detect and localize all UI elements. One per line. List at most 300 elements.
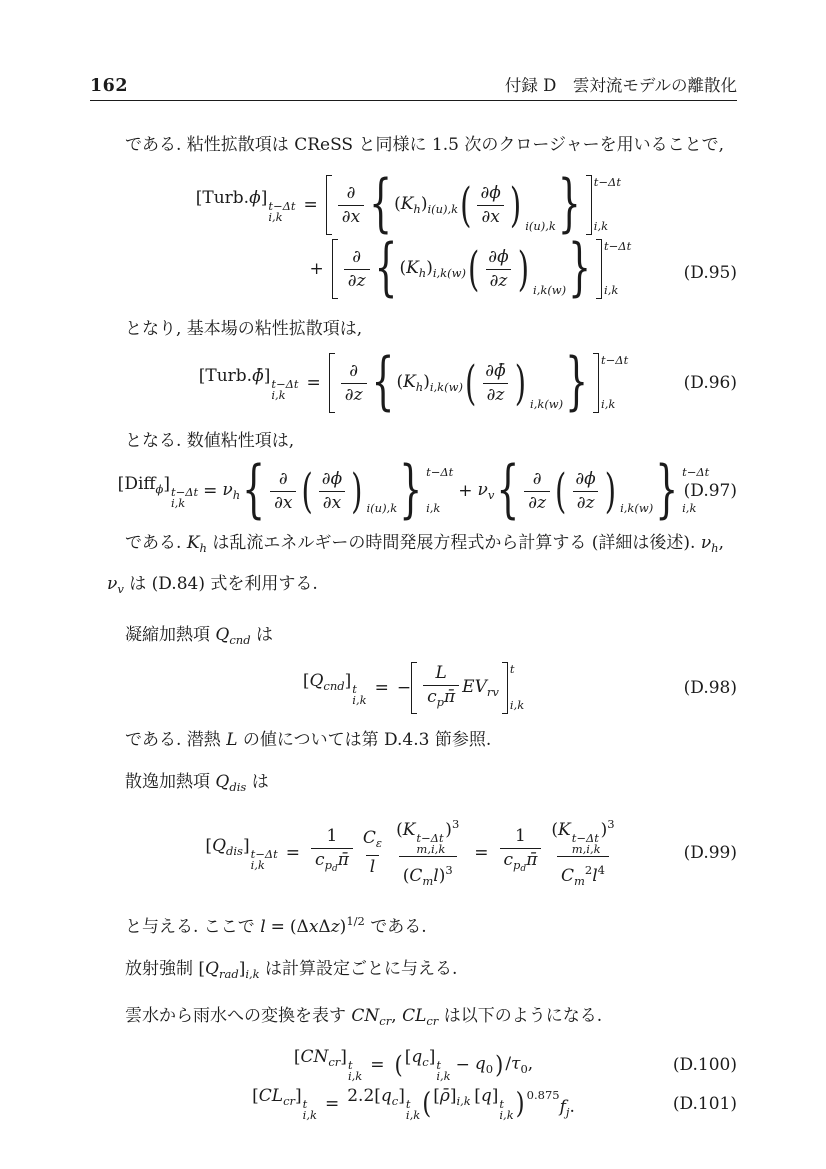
tok-sym-ikw: i,k(w): [530, 397, 564, 411]
fraction-dphi-dx: [476, 182, 504, 229]
tok-sym-lp: (: [399, 258, 407, 278]
fraction-dphi-dz: [571, 468, 599, 515]
tok-sym-Q: Q: [212, 835, 226, 856]
tok-sym-q: q: [380, 1086, 392, 1106]
tok-sym-h: h: [232, 488, 241, 502]
tok-sym-cnd: cnd: [323, 678, 345, 693]
fraction-d-dx: [338, 182, 364, 229]
tok-sym-plus: +: [458, 481, 473, 501]
tok-sym-CL: CL: [402, 1006, 427, 1026]
tok-sym-four: 4: [597, 863, 605, 877]
tok-sym-phi: ϕ: [155, 481, 164, 496]
paragraph-4: [90, 525, 737, 607]
tok-sym-lp: (: [551, 820, 559, 840]
tok-sym-l: l: [369, 857, 376, 877]
tok-sym-iuk: i(u),k: [525, 219, 556, 233]
tok-sym-K: K: [406, 258, 419, 278]
equation-d100: $[CN_{cr}]$ t i,k = ( $[q_c]$ t i,k − $q_0$ ) $/\tau_0$, (D.100): [293, 1047, 737, 1083]
tok-sym-eq: =: [306, 373, 321, 393]
running-head-title: 付録 D 雲対流モデルの離散化: [504, 76, 737, 95]
tok-text-p2: となり, 基本場の粘性拡散項は,: [125, 319, 363, 339]
tok-sym-ik: i,k: [499, 1108, 514, 1122]
eq101-lhs: [252, 1086, 317, 1121]
paragraph-7: [90, 764, 737, 805]
tok-sym-CN: CN: [351, 1006, 380, 1026]
tok-sym-partial: ∂: [480, 182, 490, 203]
tok-sym-partial: ∂: [278, 468, 288, 489]
tok-sym-lb: [: [205, 835, 213, 856]
tok-text-p4d: は (D.84) 式を利用する.: [123, 574, 318, 594]
tok-sym-lb: [: [195, 187, 203, 208]
tok-sym-cr: cr: [379, 1014, 392, 1028]
tok-sym-Delta: Δ: [318, 917, 331, 937]
tok-sym-t: t: [436, 1058, 441, 1072]
tok-sym-rad: rad: [218, 967, 239, 981]
tok-sym-p: p: [436, 695, 444, 709]
tok-sym-turb: Turb.: [202, 187, 250, 208]
tok-text-p4c: ,: [718, 533, 724, 553]
tok-sym-eq: =: [324, 1093, 340, 1114]
tok-sym-one: 1: [515, 826, 526, 846]
tok-sym-partial: ∂: [532, 468, 542, 489]
tok-sym-lb: [: [404, 1047, 412, 1067]
tok-sym-m: m: [422, 874, 434, 888]
tok-sym-rb: ]: [344, 670, 352, 691]
tok-sym-period: .: [569, 1097, 575, 1117]
tok-sym-cr: cr: [283, 1094, 296, 1108]
tok-sym-lb: [: [374, 1086, 381, 1106]
tok-sym-minus: −: [455, 1054, 470, 1075]
tok-sym-z: z: [330, 917, 340, 937]
tok-sym-tdt: t−Δt: [170, 484, 199, 499]
fraction-K3-Cml3: [392, 811, 463, 895]
tok-sym-lb: [: [117, 473, 125, 494]
tok-sym-coef: 2.2: [347, 1086, 375, 1106]
tok-sym-ik: i,k: [426, 501, 441, 515]
tok-sym-rb: ]: [163, 473, 170, 494]
tok-sym-h: h: [711, 541, 719, 555]
eq97-term-2: { $\frac{\partial}{\partial z}$ ( $\frac{\partial\phi}{\partial z}$ ) i,k(w) } t−Δt i,k: [496, 454, 710, 526]
fraction-dphibar-dz: [481, 360, 509, 407]
tok-sym-rb: ]: [263, 365, 271, 386]
paragraph-6: [90, 722, 737, 758]
tok-sym-partial: ∂: [576, 492, 586, 513]
fraction-d-dx: [270, 468, 296, 515]
tok-sym-c: c: [503, 850, 514, 870]
tok-sym-ikw: i,k(w): [620, 501, 654, 515]
tok-sym-ik: i,k: [302, 1108, 317, 1122]
tok-sym-c: c: [315, 850, 325, 870]
fraction-d-dz: [344, 246, 370, 293]
tok-sym-partial: ∂: [346, 182, 356, 203]
equation-number: (D.99): [683, 843, 737, 863]
fraction-L-cppi: [423, 662, 459, 714]
tok-sym-Delta: Δ: [296, 917, 309, 937]
tok-sym-phi: ϕ: [330, 468, 343, 489]
tok-text-p6b: の値については第 D.4.3 節参照.: [237, 730, 492, 750]
tok-sym-nu: ν: [477, 480, 488, 500]
paragraph-1: [90, 127, 737, 163]
tok-sym-m: m: [573, 874, 585, 888]
tok-sym-tdt: t−Δt: [571, 831, 599, 845]
tok-sym-Q: Q: [215, 625, 230, 645]
tok-sym-ik: i,k: [268, 209, 283, 224]
tok-sym-rp: ): [600, 820, 608, 840]
tok-text-p6a: である. 潜熱: [125, 730, 227, 750]
tok-sym-ik: i,k: [352, 692, 367, 707]
tok-sym-q: q: [474, 1053, 486, 1074]
left-square-bracket: [326, 175, 332, 235]
tok-sym-v: v: [487, 488, 495, 502]
tok-sym-cr: cr: [328, 1055, 341, 1069]
page-header: [90, 72, 737, 101]
document-page: [90, 0, 737, 1121]
tok-sym-x: x: [331, 492, 342, 513]
tok-text-p9a: 放射強制: [125, 959, 199, 979]
tok-sym-lp: (: [396, 820, 403, 840]
tok-sym-partial: ∂: [481, 206, 491, 227]
tok-sym-ik: i,k: [436, 1069, 451, 1083]
equation-d98: [90, 662, 737, 714]
tok-sym-lb: [: [302, 670, 310, 691]
tok-sym-z: z: [495, 384, 505, 405]
equation-number: (D.97): [683, 481, 737, 501]
eq97-lhs: [118, 474, 198, 509]
tok-sym-phi: ϕ: [584, 468, 596, 489]
tok-sym-t: t: [509, 662, 515, 676]
tok-sym-ik: i,k: [601, 397, 616, 411]
tok-sym-C: C: [409, 866, 423, 886]
tok-sym-K: K: [400, 194, 414, 214]
tok-sym-partial: ∂: [528, 492, 538, 513]
fraction-one-cpdpi: [311, 825, 353, 881]
tok-sym-ik: i,k: [593, 219, 609, 233]
tok-sym-j: j: [565, 1105, 570, 1119]
equation-d96: [90, 346, 737, 418]
eq98-lhs: [303, 671, 367, 706]
tok-sym-half: 1/2: [346, 914, 365, 928]
tok-sym-t: t: [405, 1097, 411, 1111]
tok-text-p3: となる. 数値粘性項は,: [125, 431, 295, 451]
equation-d97: [90, 454, 737, 526]
equation-d99: [90, 811, 737, 895]
tok-sym-zero: 0: [485, 1061, 494, 1076]
tok-sym-ik: i,k: [405, 1108, 421, 1122]
fraction-one-cpdpi-2: [500, 825, 542, 881]
tok-sym-q: q: [480, 1086, 492, 1106]
tok-sym-Q: Q: [309, 670, 324, 691]
tok-text-p10b: ,: [391, 1006, 403, 1026]
tok-sym-f: f: [559, 1097, 566, 1117]
eq95-lhs: [196, 188, 296, 223]
tok-sym-eq: =: [285, 843, 301, 863]
tok-sym-rb: ]: [238, 959, 246, 979]
tok-text-p5a: 凝縮加熱項: [125, 625, 216, 645]
tok-sym-K: K: [186, 533, 200, 553]
tok-sym-partial: ∂: [488, 246, 498, 267]
tok-sym-h: h: [413, 202, 421, 216]
tok-sym-q: q: [411, 1047, 423, 1067]
tok-sym-CN: CN: [300, 1047, 329, 1067]
eq97-term-1: { $\frac{\partial}{\partial x}$ ( $\frac{\partial\phi}{\partial x}$ ) i(u),k } t−Δt i,k: [242, 454, 454, 526]
tok-sym-iuk: i(u),k: [366, 501, 398, 515]
tok-sym-cnd: cnd: [229, 633, 251, 647]
tok-sym-mik: m,i,k: [416, 842, 446, 856]
tok-text-p8a: と与える. ここで: [125, 917, 261, 937]
eq96-rhs: $\frac{\partial}{\partial z}$ { $(K_h)_{i,k(w)}$ ( $\frac{\partial\phī}{\partial z}$ ) i,k(w) } t−Δt i,k: [329, 353, 628, 413]
tok-sym-ik: i,k: [347, 1069, 363, 1083]
tok-sym-l: l: [433, 866, 439, 886]
tok-sym-ik: i,k: [604, 283, 619, 297]
tok-sym-rp: ): [423, 372, 430, 392]
tok-sym-ik: i,k: [456, 1094, 471, 1108]
tok-sym-lb: [: [198, 365, 206, 386]
tok-sym-partial: ∂: [274, 492, 283, 513]
tok-sym-C: C: [560, 866, 574, 886]
tok-sym-rb: ]: [340, 1047, 347, 1067]
tok-sym-z: z: [498, 270, 508, 291]
tok-sym-nu: ν: [107, 574, 118, 594]
equation-number: (D.96): [683, 373, 737, 393]
tok-sym-three: 3: [445, 863, 453, 877]
tok-sym-z: z: [356, 270, 366, 291]
tok-sym-Q: Q: [215, 772, 230, 792]
tok-sym-eq: =: [370, 1054, 385, 1075]
tok-sym-partial: ∂: [352, 246, 362, 267]
tok-sym-three: 3: [607, 817, 615, 831]
tok-sym-nu: ν: [222, 480, 233, 500]
tok-sym-rp: ): [438, 866, 446, 886]
tok-sym-rv: rv: [486, 685, 499, 699]
tok-sym-l: l: [260, 917, 266, 937]
tok-sym-c: c: [422, 1055, 429, 1069]
tok-sym-rp: ): [420, 194, 428, 214]
fraction-d-dz: [524, 468, 550, 515]
tok-sym-ik: i,k: [509, 698, 525, 712]
tok-sym-eps: ε: [375, 836, 383, 850]
tok-text-p1: である. 粘性拡散項は CReSS と同様に 1.5 次のクロージャーを用いることで,: [125, 135, 725, 155]
tok-sym-tdt: t−Δt: [250, 846, 278, 861]
tok-sym-lb: [: [293, 1047, 301, 1067]
tok-text-p7a: 散逸加熱項: [125, 772, 216, 792]
tok-sym-l: l: [592, 866, 598, 886]
tok-sym-partial: ∂: [341, 206, 351, 227]
tok-text-p9b: は計算設定ごとに与える.: [259, 959, 458, 979]
tok-sym-lb: [: [252, 1086, 259, 1106]
tok-sym-ik: i,k: [245, 967, 260, 981]
tok-sym-z: z: [353, 384, 363, 405]
equation-d95: [90, 168, 737, 304]
tok-sym-rb: ]: [260, 187, 268, 208]
tok-sym-rb: ]: [449, 1086, 457, 1106]
tok-sym-tdt: t−Δt: [593, 175, 621, 189]
fraction-Ceps-l: [359, 827, 386, 879]
tok-sym-rb: ]: [491, 1086, 499, 1106]
tok-text-p5b: は: [250, 625, 273, 645]
left-square-bracket: [411, 662, 417, 714]
fraction-d-dz: [341, 360, 367, 407]
equation-number: (D.98): [683, 678, 737, 698]
tok-sym-lb: [: [433, 1086, 440, 1106]
tok-text-p7b: は: [246, 772, 269, 792]
tok-sym-pibar: π̄: [337, 850, 349, 870]
tok-sym-x: x: [490, 206, 500, 227]
tok-sym-z: z: [537, 492, 547, 513]
tok-sym-tdt: t−Δt: [268, 198, 296, 213]
tok-sym-L: L: [226, 730, 238, 750]
tok-sym-Q: Q: [205, 959, 219, 979]
tok-sym-pibar: π̄: [526, 850, 538, 870]
tok-sym-phi: ϕ: [497, 246, 509, 267]
tok-sym-plus: +: [309, 259, 324, 279]
tok-sym-ikw: i,k(w): [533, 283, 567, 297]
tok-sym-partial: ∂: [347, 270, 357, 291]
equation-d101: $[CL_{cr}]$ t i,k = $2.2[q_c]$ t i,k ( $[\rhō]_{i,k}$ [q] t i,k ) $^{0.875}f_j$. (D.101): [252, 1086, 737, 1122]
tok-sym-c: c: [427, 687, 437, 707]
tok-sym-K: K: [402, 820, 416, 840]
tok-sym-phi: ϕ: [489, 182, 501, 203]
tok-sym-L: L: [435, 663, 447, 683]
tok-sym-nu: ν: [700, 533, 712, 553]
page-number: 162: [90, 76, 129, 96]
eq99-lhs: [205, 836, 277, 871]
tok-sym-rb: ]: [428, 1047, 436, 1067]
tok-sym-ik: i,k: [271, 387, 286, 402]
tok-sym-t: t: [302, 1097, 308, 1111]
tok-sym-z: z: [585, 492, 595, 513]
tok-sym-v: v: [117, 582, 124, 596]
tok-sym-t: t: [352, 681, 357, 696]
tok-sym-two: 2: [584, 863, 593, 877]
tok-sym-rb: ]: [398, 1086, 405, 1106]
tok-sym-partial: ∂: [485, 360, 495, 381]
tok-sym-lp: (: [289, 917, 297, 937]
tok-text-p8b: である.: [364, 917, 427, 937]
tok-sym-dis: dis: [229, 780, 247, 794]
tok-sym-lp: (: [394, 194, 401, 214]
tok-sym-phi: ϕ: [249, 187, 261, 208]
tok-sym-ikw: i,k(w): [432, 266, 466, 280]
tok-sym-comma: ,: [527, 1053, 534, 1074]
tok-sym-eq: =: [374, 678, 389, 698]
tok-text-p4a: である.: [125, 533, 187, 553]
tok-sym-zero: 0: [520, 1061, 528, 1076]
tok-sym-h: h: [415, 380, 424, 394]
tok-sym-x: x: [282, 492, 293, 513]
tok-sym-slash: /: [505, 1053, 512, 1074]
tok-sym-partial: ∂: [322, 492, 332, 513]
tok-sym-partial: ∂: [349, 360, 359, 381]
fraction-K3-Cm2l4: [547, 811, 618, 895]
tok-sym-c: c: [391, 1094, 399, 1108]
tok-sym-rp: ): [445, 820, 452, 840]
tok-sym-tdt: t−Δt: [601, 353, 629, 367]
eq98-rhs: [411, 662, 524, 714]
tok-sym-cr: cr: [426, 1014, 439, 1028]
tok-sym-EV: EV: [462, 677, 487, 697]
tok-sym-x: x: [350, 206, 361, 227]
tok-sym-rb: ]: [242, 835, 250, 856]
tok-sym-d: d: [520, 864, 527, 874]
tok-sym-lp: (: [402, 866, 410, 886]
tok-text-p10a: 雲水から雨水への変換を表す: [125, 1006, 352, 1026]
tok-sym-dis: dis: [226, 843, 243, 858]
tok-sym-p: p: [513, 858, 521, 872]
tok-sym-tau: τ: [511, 1053, 521, 1074]
tok-sym-partial: ∂: [575, 468, 585, 489]
fraction-dphi-dz: [484, 246, 512, 293]
tok-sym-K: K: [558, 820, 571, 840]
tok-sym-iuk: i(u),k: [427, 202, 459, 216]
equation-number: (D.101): [672, 1093, 737, 1114]
tok-sym-rp: ): [426, 258, 433, 278]
paragraph-5: [90, 617, 737, 658]
tok-sym-t: t: [347, 1058, 353, 1072]
paragraph-9: [90, 951, 737, 992]
tok-sym-exp875: 0.875: [526, 1088, 560, 1102]
tok-sym-h: h: [199, 541, 207, 555]
tok-sym-K: K: [403, 372, 416, 392]
tok-sym-d: d: [331, 864, 338, 874]
tok-sym-rp: ): [339, 917, 347, 937]
tok-sym-ik: i,k: [170, 495, 186, 510]
eq95-term-2: $\frac{\partial}{\partial z}$ { $(K_h)_{i,k(w)}$ ( $\frac{\partial\phi}{\partial z}$ ) i,k(w) } t−Δt i,k: [332, 239, 631, 299]
tok-sym-eq: =: [270, 917, 285, 937]
tok-sym-eq: =: [203, 481, 218, 501]
tok-sym-partial: ∂: [321, 468, 331, 489]
tok-sym-tdt: t−Δt: [271, 376, 299, 391]
left-square-bracket: [332, 239, 338, 299]
tok-sym-rhobar: ρ̄: [439, 1086, 450, 1106]
fraction-dphi-dx: [318, 468, 346, 515]
tok-sym-partial: ∂: [344, 384, 354, 405]
tok-sym-CL: CL: [258, 1086, 284, 1106]
tok-sym-pibar: π̄: [443, 687, 456, 707]
tok-sym-lb: [: [474, 1086, 481, 1106]
tok-sym-x: x: [308, 917, 319, 937]
tok-sym-t: t: [499, 1097, 504, 1111]
left-square-bracket: [329, 353, 335, 413]
tok-sym-minus: −: [396, 678, 412, 698]
tok-sym-one: 1: [326, 826, 338, 846]
eq96-lhs: [199, 366, 299, 401]
tok-sym-eq: =: [474, 843, 489, 863]
tok-sym-phibar: ϕ̄: [494, 360, 506, 381]
tok-sym-rb: ]: [295, 1086, 302, 1106]
eq100-lhs: [294, 1047, 362, 1082]
tok-sym-tdt: t−Δt: [604, 239, 632, 253]
tok-sym-tdt: t−Δt: [426, 465, 454, 479]
tok-sym-partial: ∂: [486, 384, 496, 405]
tok-sym-p: p: [324, 858, 332, 872]
tok-sym-ik: i,k: [250, 857, 265, 872]
tok-sym-mik: m,i,k: [571, 842, 601, 856]
paragraph-10: [90, 998, 737, 1039]
tok-sym-tdt: t−Δt: [416, 831, 444, 845]
tok-sym-phibar: ϕ̄: [252, 365, 264, 386]
tok-sym-lp: (: [396, 372, 404, 392]
tok-sym-C: C: [362, 828, 376, 848]
tok-sym-tdt: t−Δt: [682, 465, 710, 479]
tok-sym-lb: [: [198, 959, 206, 979]
equation-number: (D.100): [672, 1054, 737, 1075]
tok-sym-partial: ∂: [489, 270, 499, 291]
eq95-term-1: $\frac{\partial}{\partial x}$ { $(K_h)_{i(u),k}$ ( $\frac{\partial\phi}{\partial x}$ ) i(u),k } t−Δt i,k: [326, 175, 621, 235]
tok-sym-diffname: Diff: [124, 473, 156, 494]
tok-sym-eq: =: [303, 195, 318, 215]
paragraph-8: [90, 903, 737, 945]
paragraph-2: [90, 311, 737, 347]
